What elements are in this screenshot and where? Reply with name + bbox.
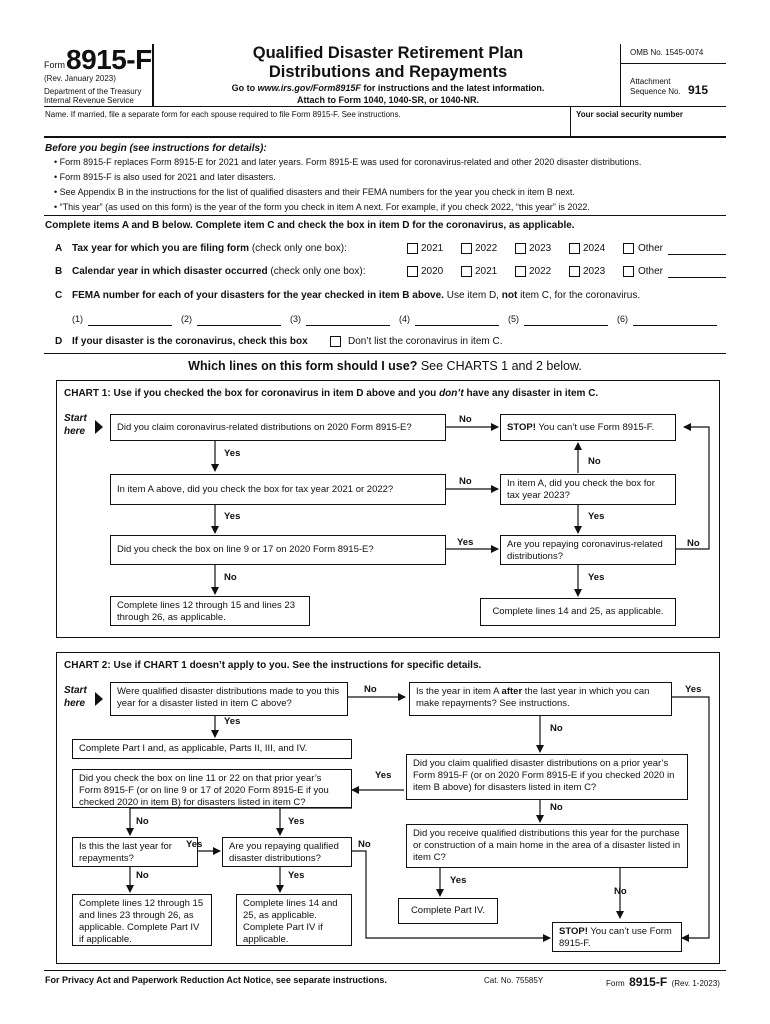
chart2-q6-box: Is this the last year for repayments? bbox=[72, 837, 198, 867]
chart1-q1-no: No bbox=[459, 414, 472, 425]
disaster-year-2022-label: 2022 bbox=[529, 266, 552, 277]
disaster-year-2020-label: 2020 bbox=[421, 266, 444, 277]
disaster-year-2023-label: 2023 bbox=[583, 266, 606, 277]
chart2-q5-yes: Yes bbox=[450, 875, 467, 886]
chart1-q3-yes: Yes bbox=[588, 511, 605, 522]
chart1-q5-no: No bbox=[687, 538, 700, 549]
chart1-q4-yes: Yes bbox=[457, 537, 474, 548]
chart1-q5-box: Are you repaying coronavirus-related distributions? bbox=[500, 535, 676, 565]
chart2-q6-yes: Yes bbox=[186, 839, 203, 850]
chart1-q3-no: No bbox=[588, 456, 601, 467]
chart1-result-lines-14-25: Complete lines 14 and 25, as applicable. bbox=[480, 598, 676, 626]
instructions-link-line: Go to www.irs.gov/Form8915F for instructions and the latest information. bbox=[231, 83, 545, 93]
tax-year-2024-label: 2024 bbox=[583, 243, 606, 254]
fema-5-label: (5) bbox=[508, 314, 519, 324]
fema-3-label: (3) bbox=[290, 314, 301, 324]
chart1-q5-yes: Yes bbox=[588, 572, 605, 583]
irs-url[interactable]: www.irs.gov/Form8915F bbox=[257, 83, 361, 93]
attachment-label: Attachment bbox=[630, 77, 671, 86]
chart2-q2-box: Is the year in item A after the last year in which you can make repayments? See instructions. bbox=[409, 682, 672, 716]
chart1-q1-box: Did you claim coronavirus-related distributions on 2020 Form 8915-E? bbox=[110, 414, 446, 441]
chart2-q1-box: Were qualified disaster distributions made to you this year for a disaster listed in item C above? bbox=[110, 682, 348, 716]
chart2-q3-no: No bbox=[550, 802, 563, 813]
chart2-result-lines-12-15: Complete lines 12 through 15 and lines 23 through 26, as applicable. Complete Part IV if applicable. bbox=[72, 894, 212, 946]
item-d-letter: D bbox=[55, 336, 63, 347]
chart1-result-lines-12-15: Complete lines 12 through 15 and lines 23 through 26, as applicable. bbox=[110, 596, 310, 626]
chart2-title: CHART 2: Use if CHART 1 doesn’t apply to you. See the instructions for specific details. bbox=[64, 660, 482, 671]
chart1-q1-yes: Yes bbox=[224, 448, 241, 459]
which-lines-heading: Which lines on this form should I use? See CHARTS 1 and 2 below. bbox=[188, 359, 582, 373]
item-c-letter: C bbox=[55, 290, 63, 301]
chart2-result-part4: Complete Part IV. bbox=[398, 898, 498, 924]
chart2-q7-box: Are you repaying qualified disaster distributions? bbox=[222, 837, 352, 867]
chart2-q2-yes: Yes bbox=[685, 684, 702, 695]
chart2-q4-no: No bbox=[136, 816, 149, 827]
item-b-letter: B bbox=[55, 266, 63, 277]
department: Department of the Treasury bbox=[44, 87, 142, 96]
tax-year-2021-label: 2021 bbox=[421, 243, 444, 254]
before-heading: Before you begin (see instructions for details): bbox=[45, 143, 267, 154]
chart1-q4-box: Did you check the box on line 9 or 17 on 2020 Form 8915-E? bbox=[110, 535, 446, 565]
chart1-q3-box: In item A, did you check the box for tax year 2023? bbox=[500, 474, 676, 505]
item-b-label: Calendar year in which disaster occurred (check only one box): bbox=[72, 266, 366, 277]
chart1-q2-yes: Yes bbox=[224, 511, 241, 522]
bullet-4: • “This year” (as used on this form) is the year of the form you check in item A next. For example, if you check 2022, “this year” is 2022. bbox=[54, 202, 590, 212]
chart2-q7-yes: Yes bbox=[288, 870, 305, 881]
footer-form-id: Form 8915-F (Rev. 1-2023) bbox=[606, 975, 720, 989]
item-d-label: If your disaster is the coronavirus, check this box bbox=[72, 336, 308, 347]
chart2-q4-yes: Yes bbox=[288, 816, 305, 827]
bullet-2: • Form 8915-F is also used for 2021 and later disasters. bbox=[54, 172, 276, 182]
agency: Internal Revenue Service bbox=[44, 96, 134, 105]
chart1-q4-no: No bbox=[224, 572, 237, 583]
fema-1-label: (1) bbox=[72, 314, 83, 324]
chart2-q6-no: No bbox=[136, 870, 149, 881]
chart1-stop-box: STOP! You can’t use Form 8915-F. bbox=[500, 414, 676, 441]
fema-4-label: (4) bbox=[399, 314, 410, 324]
chart2-start-label: Start bbox=[64, 685, 87, 696]
disaster-year-other-label: Other bbox=[638, 266, 664, 277]
chart1-q2-no: No bbox=[459, 476, 472, 487]
tax-year-other-label: Other bbox=[638, 243, 664, 254]
chart2-here-label: here bbox=[64, 698, 86, 709]
item-a-letter: A bbox=[55, 243, 63, 254]
fema-6-label: (6) bbox=[617, 314, 628, 324]
chart1-q2-box: In item A above, did you check the box for tax year 2021 or 2022? bbox=[110, 474, 446, 505]
fema-2-label: (2) bbox=[181, 314, 192, 324]
chart2-q5-box: Did you receive qualified distributions this year for the purchase or construction of a main home in the area of a disaster listed in item C? bbox=[406, 824, 688, 868]
item-d-note: Don’t list the coronavirus in item C. bbox=[348, 336, 503, 347]
chart2-result-lines-14-25: Complete lines 14 and 25, as applicable. Complete Part IV if applicable. bbox=[236, 894, 352, 946]
chart2-q1-yes: Yes bbox=[224, 716, 241, 727]
sequence-number: 915 bbox=[688, 83, 709, 97]
chart2-q3-yes: Yes bbox=[375, 770, 392, 781]
chart2-q3-box: Did you claim qualified disaster distributions on a prior year’s Form 8915-F (or on 2020 Form 8915-E if you checked 2020 in item B above) for disasters listed in item C? bbox=[406, 754, 688, 800]
chart1-start-label: Start bbox=[64, 413, 87, 424]
name-label: Name. If married, file a separate form for each spouse required to file Form 8915-F. See instructions. bbox=[45, 110, 401, 119]
chart2-result-part1: Complete Part I and, as applicable, Parts II, III, and IV. bbox=[72, 739, 352, 759]
form-number: 8915-F bbox=[66, 44, 152, 75]
tax-year-2022-label: 2022 bbox=[475, 243, 498, 254]
sequence-label: Sequence No. bbox=[630, 87, 681, 96]
chart2-q5-no: No bbox=[614, 886, 627, 897]
bullet-3: • See Appendix B in the instructions for the list of qualified disasters and their FEMA numbers for the year you check in item B next. bbox=[54, 187, 575, 197]
omb-number: OMB No. 1545-0074 bbox=[630, 48, 704, 57]
form-title-line2: Distributions and Repayments bbox=[268, 63, 508, 81]
chart2-q7-no: No bbox=[358, 839, 371, 850]
disaster-year-2021-label: 2021 bbox=[475, 266, 498, 277]
item-a-label: Tax year for which you are filing form (check only one box): bbox=[72, 243, 347, 254]
revision-date: (Rev. January 2023) bbox=[44, 74, 116, 83]
form-word: Form bbox=[44, 60, 65, 70]
chart2-q1-no: No bbox=[364, 684, 377, 695]
chart2-stop-box: STOP! You can’t use Form 8915-F. bbox=[552, 922, 682, 952]
chart1-title: CHART 1: Use if you checked the box for coronavirus in item D above and you don’t have any disaster in item C. bbox=[64, 388, 599, 399]
chart1-here-label: here bbox=[64, 426, 86, 437]
chart2-q2-no: No bbox=[550, 723, 563, 734]
bullet-1: • Form 8915-F replaces Form 8915-E for 2021 and later years. Form 8915-E was used for coronavirus-related and other 2020 disaster distributions. bbox=[54, 157, 642, 167]
chart2-q4-box: Did you check the box on line 11 or 22 on that prior year’s Form 8915-F (or on line 9 or 17 of 2020 Form 8915-E if you checked 2020 in item B) for disasters listed in item C? bbox=[72, 769, 352, 808]
attach-note: Attach to Form 1040, 1040-SR, or 1040-NR. bbox=[296, 95, 480, 105]
tax-year-2023-label: 2023 bbox=[529, 243, 552, 254]
ssn-label: Your social security number bbox=[576, 110, 683, 119]
item-c-label: FEMA number for each of your disasters for the year checked in item B above. Use item D, not item C, for the coronavirus. bbox=[72, 290, 641, 301]
form-title-line1: Qualified Disaster Retirement Plan bbox=[252, 44, 524, 62]
catalog-number: Cat. No. 75585Y bbox=[484, 976, 544, 985]
privacy-notice: For Privacy Act and Paperwork Reduction Act Notice, see separate instructions. bbox=[45, 975, 387, 985]
complete-items-instruction: Complete items A and B below. Complete item C and check the box in item D for the coronavirus, as applicable. bbox=[45, 220, 575, 231]
